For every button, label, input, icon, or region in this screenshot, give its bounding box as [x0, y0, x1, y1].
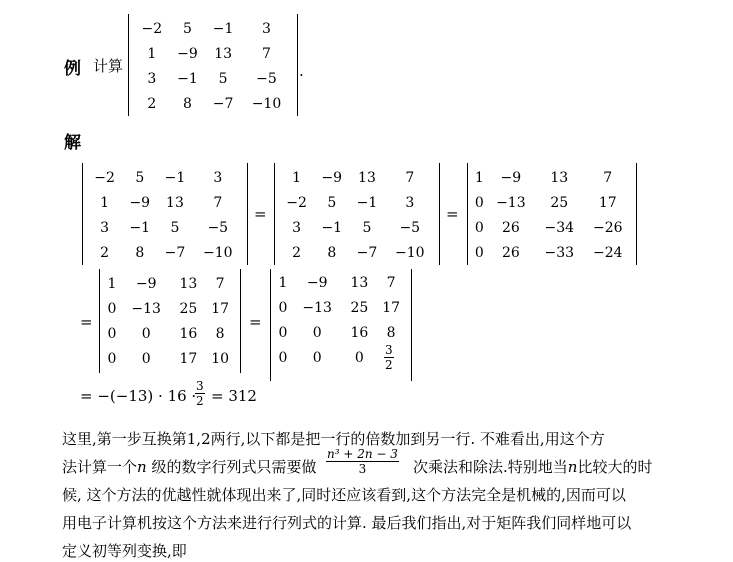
matrix-cell: 3: [292, 219, 302, 236]
equals-sign: =: [249, 313, 262, 331]
matrix-cell: 1: [100, 194, 110, 211]
matrix-cell: 0: [107, 350, 117, 367]
matrix-cell: −13: [302, 299, 332, 316]
matrix-row: [104, 271, 236, 296]
matrix-row: [87, 215, 243, 240]
matrix-cell: −2: [141, 20, 163, 37]
matrix-cell: 17: [211, 300, 230, 317]
matrix-cell: 8: [215, 325, 225, 342]
matrix-row: [134, 41, 292, 66]
matrix-cell: 1: [474, 169, 484, 186]
paragraph-line-5: 定义初等列变换,即: [62, 542, 187, 560]
matrix-cell: 3: [405, 194, 415, 211]
matrix-cell: −7: [356, 244, 378, 261]
matrix-cell: 10: [211, 350, 230, 367]
matrix-cell: 0: [278, 324, 288, 341]
matrix-cell: −2: [94, 169, 115, 186]
matrix-cell: 0: [312, 349, 322, 366]
matrix-row: [134, 66, 292, 91]
paragraph-line-1: 这里,第一步互换第1,2两行,以下都是把一行的倍数加到另一行. 不难看出,用这个方: [62, 430, 605, 448]
matrix-cell: −5: [399, 219, 421, 236]
matrix-cell: −9: [135, 275, 157, 292]
matrix-cell: 7: [603, 169, 613, 186]
matrix-cell: 1: [292, 169, 302, 186]
matrix-cell: −9: [500, 169, 522, 186]
matrix-row: [275, 270, 407, 295]
matrix-cell: −1: [212, 20, 234, 37]
variable-n: n: [137, 458, 147, 476]
matrix-row: [472, 165, 632, 190]
matrix-cell: 13: [179, 275, 198, 292]
matrix-cell: 8: [386, 324, 396, 341]
matrix-cell: 13: [550, 169, 569, 186]
matrix-cell: 1: [278, 274, 288, 291]
final-expression-left: = −(−13) · 16 ·: [80, 387, 197, 405]
matrix-cell: 0: [474, 244, 484, 261]
example-text: 计算: [93, 57, 124, 75]
matrix-cell: 7: [405, 169, 415, 186]
matrix-cell: −10: [395, 244, 425, 261]
matrix-row: [87, 240, 243, 265]
matrix-5-fraction: [384, 343, 394, 372]
matrix-cell: 8: [327, 244, 337, 261]
matrix-cell: 1: [107, 275, 117, 292]
matrix-cell: 16: [179, 325, 198, 342]
paragraph-line-4: 用电子计算机按这个方法来进行行列式的计算. 最后我们指出,对于矩阵我们同样地可以: [62, 514, 632, 532]
matrix-cell: 3: [147, 70, 157, 87]
matrix-row: [87, 165, 243, 190]
matrix-row: [279, 240, 435, 265]
matrix-cell: 7: [262, 45, 271, 62]
fraction-numerator: 3: [385, 343, 393, 357]
matrix-cell: −5: [207, 219, 229, 236]
fraction-numerator: 3: [196, 379, 204, 393]
matrix-row: [472, 215, 632, 240]
matrix-cell: −7: [212, 95, 234, 112]
matrix-cell: 5: [327, 194, 337, 211]
matrix-cell: −1: [177, 70, 198, 87]
matrix-cell: −34: [544, 219, 575, 236]
fraction-denominator: 3: [326, 461, 399, 476]
matrix-2: [279, 165, 435, 265]
determinant-3: [467, 163, 637, 265]
matrix-row: [472, 190, 632, 215]
matrix-cell: 0: [474, 219, 484, 236]
matrix-row: [472, 240, 632, 265]
final-expression-right: = 312: [211, 387, 257, 405]
paragraph-line-3: 候, 这个方法的优越性就体现出来了,同时还应该看到,这个方法完全是机械的,因而可以: [62, 486, 626, 504]
matrix-cell: 5: [183, 20, 192, 37]
matrix-cell: 26: [501, 219, 520, 236]
matrix-row: [279, 190, 435, 215]
matrix-cell: 0: [107, 325, 117, 342]
example-label: 例: [64, 59, 81, 79]
matrix-cell: 26: [501, 244, 520, 261]
matrix-cell: 2: [292, 244, 302, 261]
matrix-cell: 3: [100, 219, 110, 236]
matrix-cell: 2: [147, 95, 157, 112]
matrix-cell: 13: [358, 169, 376, 186]
variable-n: n: [567, 458, 578, 476]
matrix-row: [279, 215, 435, 240]
paragraph-line-2: [62, 456, 316, 477]
matrix-cell: −13: [131, 300, 161, 317]
matrix-cell: 17: [382, 299, 401, 316]
matrix-cell: 16: [350, 324, 369, 341]
equals-sign: =: [254, 205, 267, 223]
matrix-row: [134, 91, 292, 116]
fraction-denominator: 2: [385, 358, 393, 372]
matrix-cell: 0: [354, 349, 364, 366]
paragraph-line-2-tail: [413, 456, 652, 477]
matrix-cell: 13: [166, 194, 184, 211]
matrix-cell: 8: [135, 244, 145, 261]
matrix-cell: −10: [203, 244, 233, 261]
determinant-2: [274, 163, 440, 265]
matrix-cell: −7: [164, 244, 186, 261]
matrix-cell: −1: [321, 219, 343, 236]
determinant-1: [82, 163, 248, 265]
matrix-cell: −1: [129, 219, 151, 236]
matrix-cell: 25: [179, 300, 198, 317]
line2-part-b: 级的数字行列式只需要做: [146, 458, 317, 476]
line2-part-a: 法计算一个: [62, 458, 138, 476]
final-expression-fraction: [195, 379, 205, 408]
matrix-cell: 17: [179, 350, 198, 367]
matrix-row: [134, 16, 292, 41]
matrix-cell: 0: [474, 194, 484, 211]
determinant-5: [270, 269, 412, 381]
matrix-cell: 0: [141, 350, 151, 367]
matrix-cell: 3: [213, 169, 223, 186]
matrix-cell: 7: [213, 194, 223, 211]
determinant-4: [99, 269, 241, 373]
matrix-1: [87, 165, 243, 265]
matrix-cell: 8: [183, 95, 192, 112]
matrix-cell: −13: [496, 194, 526, 211]
matrix-cell: 0: [107, 300, 117, 317]
matrix-cell: 0: [278, 349, 288, 366]
matrix-row: [279, 165, 435, 190]
fraction-denominator: 2: [196, 394, 204, 408]
matrix-cell: 25: [350, 299, 369, 316]
matrix-cell: −9: [321, 169, 343, 186]
matrix-cell: 25: [550, 194, 569, 211]
example-period: .: [299, 62, 304, 80]
line2-part-c: 次乘法和除法.特别地当: [413, 458, 568, 476]
matrix-cell: 13: [350, 274, 369, 291]
matrix-cell: 17: [598, 194, 617, 211]
matrix-cell: −26: [592, 219, 623, 236]
matrix-row: [275, 295, 407, 320]
matrix-cell: −9: [306, 274, 328, 291]
matrix-row: [104, 346, 236, 371]
equals-sign: =: [446, 205, 459, 223]
matrix-cell: 5: [170, 219, 180, 236]
matrix-cell: 5: [135, 169, 145, 186]
matrix-3: [472, 165, 632, 265]
matrix-cell: −9: [177, 45, 198, 62]
line2-part-d: 比较大的时: [577, 458, 653, 476]
matrix-cell: −5: [256, 70, 277, 87]
matrix-cell: 0: [312, 324, 322, 341]
matrix-cell: −24: [592, 244, 623, 261]
matrix-cell: 2: [100, 244, 110, 261]
matrix-cell: 5: [218, 70, 228, 87]
matrix-cell: 5: [362, 219, 372, 236]
example-determinant: [128, 14, 298, 116]
matrix-cell: −1: [164, 169, 186, 186]
equals-sign: =: [80, 313, 93, 331]
matrix-4: [104, 271, 236, 371]
matrix-cell: 7: [215, 275, 225, 292]
matrix-cell: 7: [386, 274, 396, 291]
matrix-cell: −10: [251, 95, 282, 112]
paragraph-fraction: [326, 447, 399, 476]
matrix-row: [87, 190, 243, 215]
matrix-cell: 13: [214, 45, 233, 62]
matrix-cell: −2: [286, 194, 307, 211]
matrix-cell: −9: [129, 194, 151, 211]
matrix-row: [104, 321, 236, 346]
matrix-cell: 1: [147, 45, 157, 62]
matrix-cell: 3: [262, 20, 271, 37]
fraction-numerator: n³ + 2n − 3: [327, 447, 398, 461]
matrix-row: [104, 296, 236, 321]
matrix-row: [275, 320, 407, 345]
example-matrix: [134, 16, 292, 116]
matrix-cell: −33: [544, 244, 575, 261]
matrix-cell: −1: [356, 194, 378, 211]
matrix-cell: 0: [278, 299, 288, 316]
matrix-cell: 0: [141, 325, 151, 342]
solution-label: 解: [64, 133, 81, 153]
